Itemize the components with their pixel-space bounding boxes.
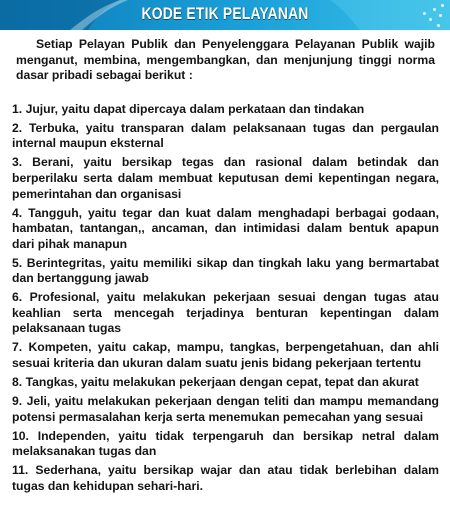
item-text: Berani, yaitu bersikap tegas dan rasional dalam betindak dan berperilaku serta dalam membuat keputusan demi kepentingan negara, pemerintahan dan organisasi: [12, 155, 439, 201]
item-number: 11.: [12, 463, 29, 478]
list-item: [12, 155, 439, 202]
item-number: 4.: [12, 205, 23, 220]
item-number: 5.: [12, 255, 23, 270]
page-title: KODE ETIK PELAYANAN: [141, 4, 309, 23]
item-text: Profesional, yaitu melakukan pekerjaan sesuai dengan tugas atau keahlian serta mencegah terjadinya benturan kepentingan dalam pelaksanaan tugas: [12, 290, 439, 336]
list-item: [12, 463, 439, 494]
item-text: Independen, yaitu tidak terpengaruh dan bersikap netral dalam melaksanakan tugas dan: [12, 428, 439, 459]
list-item: [12, 121, 439, 152]
item-number: 3.: [12, 155, 23, 170]
item-text: Berintegritas, yaitu memiliki sikap dan tingkah laku yang bermartabat dan bertanggung jawab: [12, 255, 439, 286]
list-item: [12, 429, 439, 460]
intro-paragraph: Setiap Pelayan Publik dan Penyelenggara Pelayanan Publik wajib menganut, membina, mengembangkan, dan menjunjung tinggi norma dasar pribadi sebagai berikut :: [16, 37, 435, 83]
item-text: Terbuka, yaitu transparan dalam pelaksanaan tugas dan pergaulan internal maupun eksternal: [12, 120, 439, 151]
code-of-ethics-list: [12, 102, 439, 495]
list-item: [12, 256, 439, 287]
list-item: [12, 394, 439, 425]
item-text: Jeli, yaitu melakukan pekerjaan dengan teliti dan mampu memandang potensi permasalahan kerja serta menemukan pemecahan yang sesuai: [12, 394, 440, 424]
item-text: Tangkas, yaitu melakukan pekerjaan dengan cepat, tepat dan akurat: [25, 375, 419, 390]
list-item: [12, 102, 439, 118]
item-number: 9.: [12, 394, 23, 408]
item-number: 2.: [12, 120, 23, 135]
list-item: [12, 290, 439, 337]
item-number: 1.: [12, 101, 23, 116]
list-item: [12, 375, 439, 391]
item-number: 7.: [12, 340, 23, 355]
item-text: Tangguh, yaitu tegar dan kuat dalam menghadapi berbagai godaan, hambatan, tantangan,, ancaman, dan intimidasi dalam bentuk apapun dari pihak manapun: [12, 205, 439, 251]
item-number: 10.: [12, 428, 29, 443]
list-item: [12, 206, 439, 253]
document-body: [12, 37, 439, 498]
item-number: 8.: [12, 375, 23, 390]
item-text: Jujur, yaitu dapat dipercaya dalam perkataan dan tindakan: [25, 101, 365, 116]
list-item: [12, 340, 439, 371]
item-text: Kompeten, yaitu cakap, mampu, tangkas, berpengetahuan, dan ahli sesuai kriteria dan ukuran dalam suatu jenis bidang pekerjaan tertentu: [12, 340, 439, 371]
item-number: 6.: [12, 290, 23, 305]
item-text: Sederhana, yaitu bersikap wajar dan atau tidak berlebihan dalam tugas dan kehidupan sehari-hari.: [12, 463, 439, 493]
header-banner: [0, 0, 450, 30]
